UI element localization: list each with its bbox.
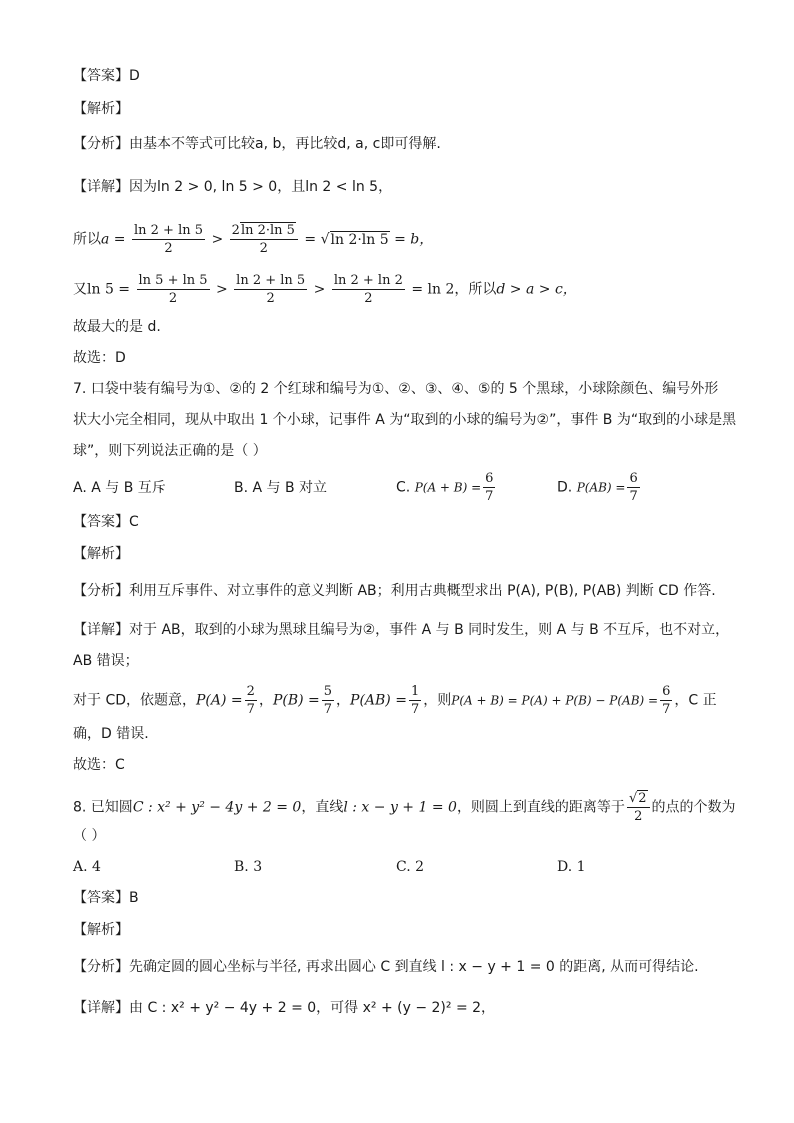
frac-den: 2 [164,241,173,256]
q8-option-c: C. 2 [396,859,425,875]
question-7-line-1: 7. 口袋中装有编号为①、②的 2 个红球和编号为①、②、③、④、⑤的 5 个黑球，小球除颜色、编号外形 [73,381,719,397]
text-connector: ，则 [423,692,452,709]
question-8-line-1 [73,790,736,825]
question-7-line-3: 球”，则下列说法正确的是（ ） [73,443,267,459]
math-expr: P(AB) = [576,480,626,495]
q7-option-a: A. A 与 B 互斥 [73,480,166,496]
frac-den: 7 [246,702,255,717]
fraction [230,222,298,257]
frac-den: 2 [259,241,268,256]
analysis-heading-6: 【解析】 [73,101,129,117]
math-op: > [313,281,326,298]
math-expr: = b， [394,231,434,248]
detail-line-7-5: 故选：C [73,757,125,773]
frac-num: 1 [410,684,420,699]
frac-num: 5 [323,684,333,699]
detail-text: 对于 AB，取到的小球为黑球且编号为②，事件 A 与 B 同时发生，则 A 与 B 不互斥，也不对立， [129,622,730,638]
analysis-tag: 【分析】 [73,959,129,975]
fraction [627,470,639,505]
detail-tag: 【详解】 [73,1000,129,1016]
q7-option-b: B. A 与 B 对立 [234,480,328,496]
frac-den: 2 [364,291,373,306]
detail-tag: 【详解】 [73,622,129,638]
frac-den: 7 [485,489,494,504]
fraction [234,272,307,307]
frac-num: 2 [246,684,255,699]
sqrt-radical-icon: ln 2·ln 5 [330,231,389,248]
q8-option-b: B. 3 [234,859,263,875]
math-expr: = ln 2，所以 [411,281,497,298]
detail-line-6-4: 故最大的是 d. [73,319,161,335]
frac-den: 7 [410,702,420,717]
analysis-tag: 【分析】 [73,136,129,152]
analysis-line-8 [73,957,699,977]
question-8-line-2: （ ） [73,828,106,844]
frac-den: 2 [634,809,643,824]
answer-value: C [129,514,139,530]
detail-line-7-3 [73,683,717,718]
fraction [627,790,650,825]
q7-option-c [396,470,497,505]
text-prefix: 8. 已知圆 [73,799,133,816]
fraction [483,470,495,505]
text-connector: ，则圆上到直线的距离等于 [456,799,625,816]
sqrt-radical-icon: ln 2·ln 5 [240,223,295,238]
math-op: = [304,231,317,248]
option-label: C. [396,479,411,496]
math-op: > [215,281,228,298]
frac-num: 6 [629,471,638,486]
answer-tag: 【答案】 [73,890,129,906]
detail-line-6-1 [73,177,392,197]
fraction [660,683,672,718]
fraction [245,683,257,718]
coef: 2 [231,223,240,238]
math-op: > [211,231,224,248]
math-expr: C : x² + y² − 4y + 2 = 0 [132,799,302,816]
text-prefix: 对于 CD，依题意， [73,692,197,709]
frac-den: 7 [323,702,333,717]
fraction [132,222,205,257]
math-expr: P(B) = [272,692,320,709]
analysis-heading-7: 【解析】 [73,546,129,562]
frac-num: ln 2 + ln 5 [236,273,306,288]
analysis-text: 由基本不等式可比较a, b，再比较d, a, c即可得解. [129,136,441,152]
text-suffix: ，C 正 [674,692,717,709]
answer-line-8 [73,888,139,908]
answer-value: D [129,68,140,84]
math-expr: P(A + B) = P(A) + P(B) − P(AB) = [451,693,659,708]
fraction [332,272,405,307]
detail-line-6-2: 所以a = $\frac{\ln 2 + \ln 5}{2}$ > $\frac{2\ln 2\cdot\ln 5}{2}$ = √ln 2·ln 5 = b， [73,223,434,256]
answer-line-6 [73,66,140,86]
frac-den: 2 [168,291,178,306]
frac-num: ln 2 + ln 5 [133,223,204,238]
text-connector: ，直线 [301,799,344,816]
fraction [137,272,210,307]
math-expr: P(A + B) = [414,480,482,495]
detail-text: 由 C : x² + y² − 4y + 2 = 0，可得 x² + (y − 2)² = 2， [129,1000,496,1016]
frac-den: 7 [662,702,671,717]
math-expr: P(AB) = [350,692,407,709]
frac-num: 6 [662,684,671,699]
fraction [322,683,334,718]
answer-tag: 【答案】 [73,68,129,84]
text-prefix: 又 [73,281,87,298]
frac-num: ln 2 + ln 2 [333,273,403,288]
math-expr: l : x − y + 1 = 0 [343,799,457,816]
frac-den: 2 [266,291,275,306]
text-prefix: 所以 [73,231,101,248]
math-expr: a = [101,231,126,248]
detail-tag: 【详解】 [73,179,129,195]
q8-option-d: D. 1 [557,859,586,875]
analysis-text: 利用互斥事件、对立事件的意义判断 AB；利用古典概型求出 P(A), P(B), P(AB) 判断 CD 作答. [129,583,716,599]
question-7-line-2: 状大小完全相同，现从中取出 1 个小球，记事件 A 为“取到的小球的编号为②”，事件 B 为“取到的小球是黑 [73,412,737,428]
detail-line-7-2: AB 错误； [73,653,139,669]
math-expr: ln 5 = [87,281,131,298]
math-expr: P(A) = [196,692,243,709]
separator: ， [258,692,273,709]
answer-line-7 [73,512,139,532]
detail-line-6-3 [73,272,577,307]
q8-option-a: A. 4 [73,859,101,875]
detail-line-7-4: 确，D 错误. [73,726,149,742]
detail-line-6-5: 故选：D [73,350,126,366]
detail-text: 因为ln 2 > 0, ln 5 > 0，且ln 2 < ln 5， [129,179,393,195]
frac-num [230,222,298,240]
analysis-line-6 [73,134,441,154]
frac-num: √2 [627,790,650,808]
math-expr: d > a > c， [496,281,577,298]
analysis-heading-8: 【解析】 [73,922,129,938]
frac-num: 6 [485,471,494,486]
sqrt-radical-icon: 2 [638,791,647,806]
text-suffix: 的点的个数为 [651,799,736,816]
separator: ， [336,692,351,709]
detail-line-8-1 [73,998,495,1018]
answer-tag: 【答案】 [73,514,129,530]
frac-den: 7 [629,489,638,504]
analysis-tag: 【分析】 [73,583,129,599]
analysis-text: 先确定圆的圆心坐标与半径, 再求出圆心 C 到直线 l : x − y + 1 = 0 的距离, 从而可得结论. [129,959,699,975]
analysis-line-7 [73,581,716,601]
answer-value: B [129,890,139,906]
q7-option-d [557,470,642,505]
detail-line-7-1 [73,620,729,640]
option-label: D. [557,479,573,496]
frac-num: ln 5 + ln 5 [138,273,208,288]
fraction [409,683,421,718]
